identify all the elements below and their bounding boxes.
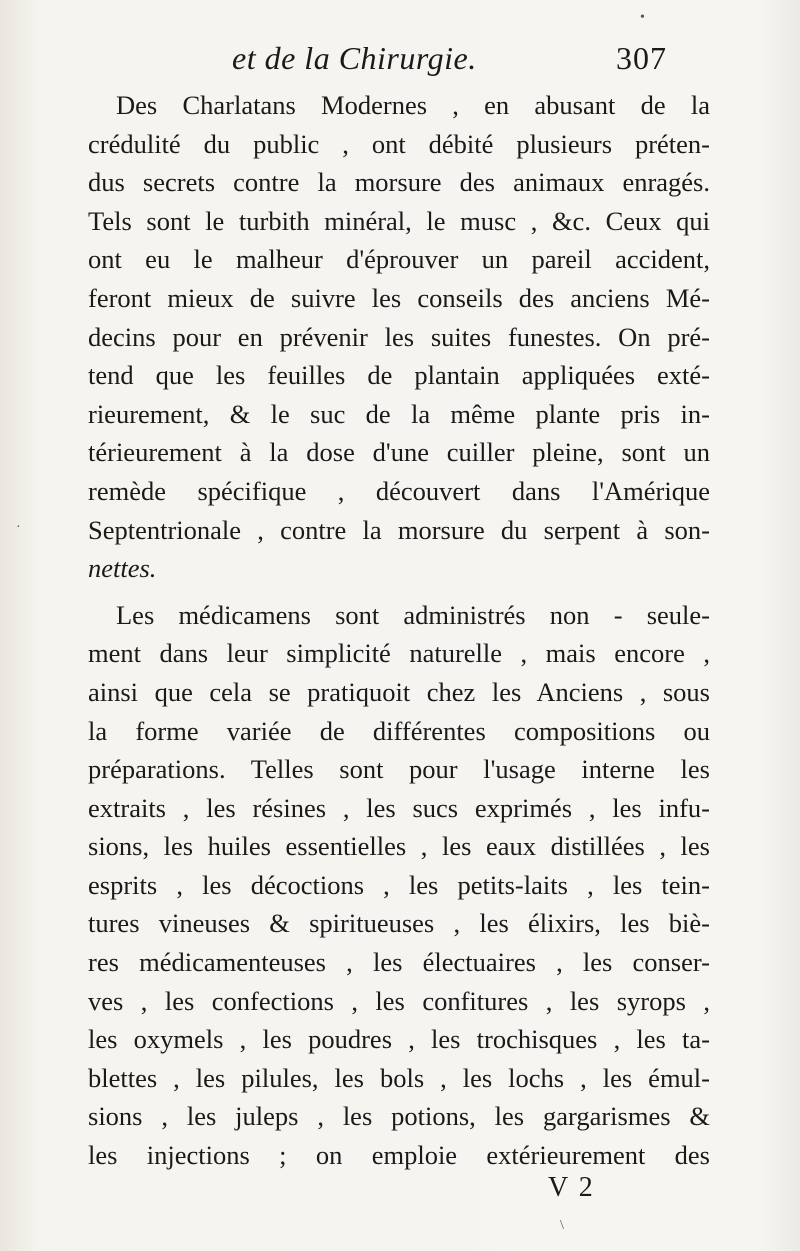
text-line: tend que les feuilles de plantain appliquées exté- [88,360,710,391]
text-line: crédulité du public , ont débité plusieurs préten- [88,128,710,159]
text-line: Tels sont le turbith minéral, le musc , &c. Ceux qui [88,205,710,236]
ink-speck: · [16,520,21,535]
text-line: Les médicamens sont administrés non - seule- [116,599,710,630]
text-line: remède spécifique , découvert dans l'Amérique [88,475,710,506]
text-line: rieurement, & le suc de la même plante pris in- [88,398,710,429]
text-line: sions , les juleps , les potions, les gargarismes & [88,1101,710,1132]
running-title: et de la Chirurgie. [232,40,477,76]
text-line: ainsi que cela se pratiquoit chez les Anciens , sous [88,676,710,707]
text-line: res médicamenteuses , les électuaires , les conser- [88,947,710,978]
text-line: la forme variée de différentes compositions ou [88,715,710,746]
text-line: decins pour en prévenir les suites funestes. On pré- [88,321,710,352]
text-line: ont eu le malheur d'éprouver un pareil accident, [88,244,710,275]
text-line: ment dans leur simplicité naturelle , mais encore , [88,638,710,669]
text-line: Septentrionale , contre la morsure du serpent à son- [88,514,710,545]
text-line: esprits , les décoctions , les petits-laits , les tein- [88,869,710,900]
running-header [0,38,800,88]
text-line: feront mieux de suivre les conseils des anciens Mé- [88,282,710,313]
text-line: nettes. [88,553,157,584]
signature-mark: V 2 [548,1172,595,1203]
text-line: ves , les confections , les confitures , les syrops , [88,985,710,1016]
text-line: blettes , les pilules, les bols , les lochs , les émul- [88,1062,710,1093]
text-line: dus secrets contre la morsure des animaux enragés. [88,167,710,198]
page-number: 307 [616,40,667,76]
text-line: térieurement à la dose d'une cuiller pleine, sont un [88,437,710,468]
body-text [88,86,710,1175]
text-line: les oxymels , les poudres , les trochisques , les ta- [88,1024,710,1055]
text-line: préparations. Telles sont pour l'usage interne les [88,754,710,785]
text-line: tures vineuses & spiritueuses , les élixirs, les biè- [88,908,710,939]
text-line: les injections ; on emploie extérieurement des [88,1140,710,1171]
text-line: sions, les huiles essentielles , les eaux distillées , les [88,831,710,862]
text-line: extraits , les résines , les sucs exprimés , les infu- [88,792,710,823]
ink-speck: • [640,10,645,25]
ink-speck: \ [560,1218,564,1233]
text-line: Des Charlatans Modernes , en abusant de la [116,90,710,120]
